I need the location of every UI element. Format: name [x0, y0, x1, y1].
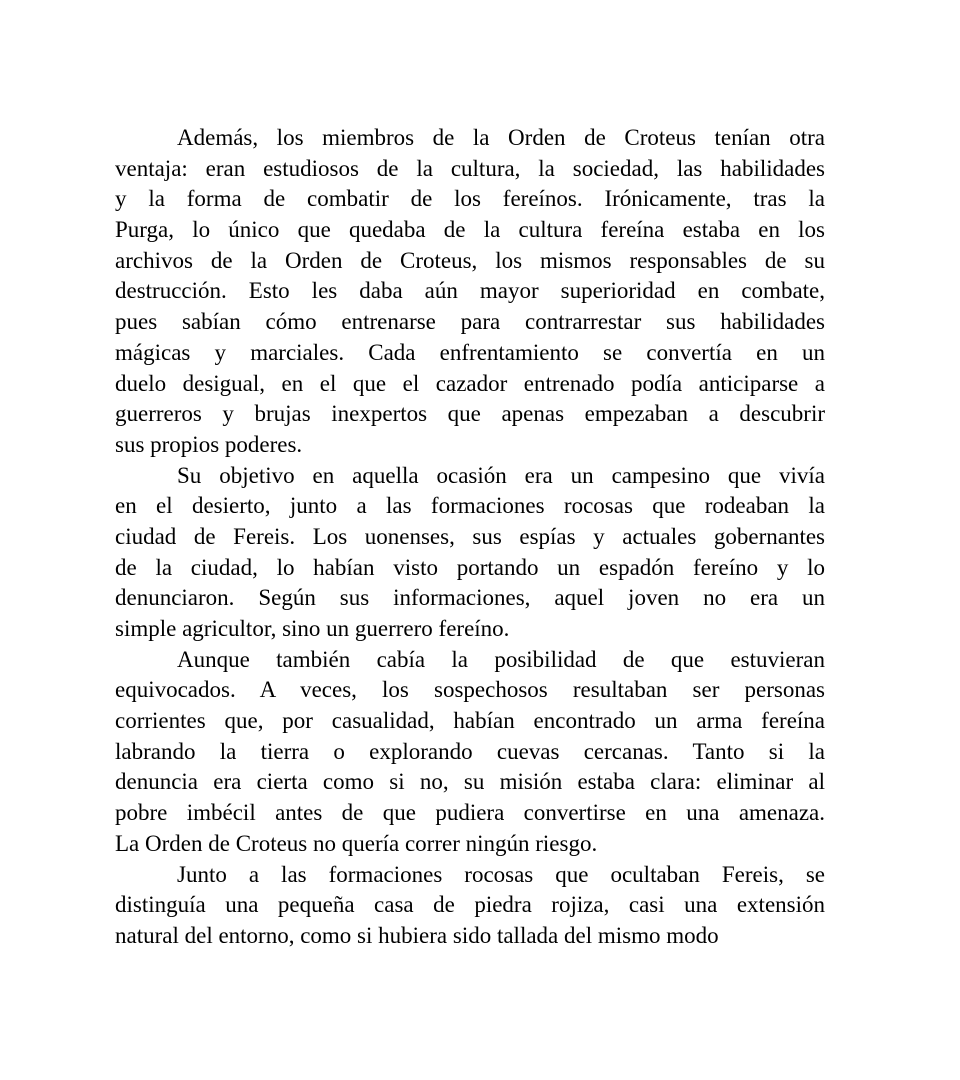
text-line: destrucción. Esto les daba aún mayor superioridad en combate, [115, 278, 825, 304]
text-line: corrientes que, por casualidad, habían encontrado un arma fereína [115, 708, 825, 734]
paragraph [115, 645, 825, 860]
text-line: La Orden de Croteus no quería correr ningún riesgo. [115, 830, 598, 856]
text-line: Su objetivo en aquella ocasión era un campesino que vivía [177, 462, 825, 488]
text-line: Aunque también cabía la posibilidad de que estuvieran [177, 646, 825, 672]
text-line: simple agricultor, sino un guerrero fereíno. [115, 616, 510, 641]
text-line: natural del entorno, como si hubiera sido tallada del mismo modo [115, 922, 719, 948]
text-line: ventaja: eran estudiosos de la cultura, la sociedad, las habilidades [115, 155, 825, 181]
text-line: distinguía una pequeña casa de piedra rojiza, casi una extensión [115, 892, 825, 918]
text-line: Además, los miembros de la Orden de Croteus tenían otra [177, 125, 825, 150]
text-line: pobre imbécil antes de que pudiera convertirse en una amenaza. [115, 800, 825, 826]
paragraph [115, 123, 825, 461]
text-line: ciudad de Fereis. Los uonenses, sus espías y actuales gobernantes [115, 523, 825, 549]
text-line: de la ciudad, lo habían visto portando un espadón fereíno y lo [115, 554, 825, 580]
text-line: y la forma de combatir de los fereínos. Irónicamente, tras la [115, 186, 825, 212]
text-line: sus propios poderes. [115, 431, 303, 457]
text-line: duelo desigual, en el que el cazador entrenado podía anticiparse a [115, 370, 825, 396]
text-line: pues sabían cómo entrenarse para contrarrestar sus habilidades [115, 309, 825, 335]
text-line: guerreros y brujas inexpertos que apenas empezaban a descubrir [115, 401, 825, 427]
text-line: Purga, lo único que quedaba de la cultura fereína estaba en los [115, 217, 825, 243]
text-line: equivocados. A veces, los sospechosos resultaban ser personas [115, 677, 825, 703]
paragraph [115, 461, 825, 645]
paragraph [115, 860, 825, 952]
page-text [115, 123, 825, 952]
text-line: archivos de la Orden de Croteus, los mismos responsables de su [115, 247, 825, 273]
text-line: en el desierto, junto a las formaciones rocosas que rodeaban la [115, 493, 825, 519]
text-line: denunciaron. Según sus informaciones, aquel joven no era un [115, 585, 825, 611]
text-line: mágicas y marciales. Cada enfrentamiento se convertía en un [115, 339, 825, 365]
text-line: labrando la tierra o explorando cuevas cercanas. Tanto si la [115, 738, 825, 764]
text-line: denuncia era cierta como si no, su misión estaba clara: eliminar al [115, 769, 825, 795]
text-line: Junto a las formaciones rocosas que ocultaban Fereis, se [177, 861, 825, 887]
